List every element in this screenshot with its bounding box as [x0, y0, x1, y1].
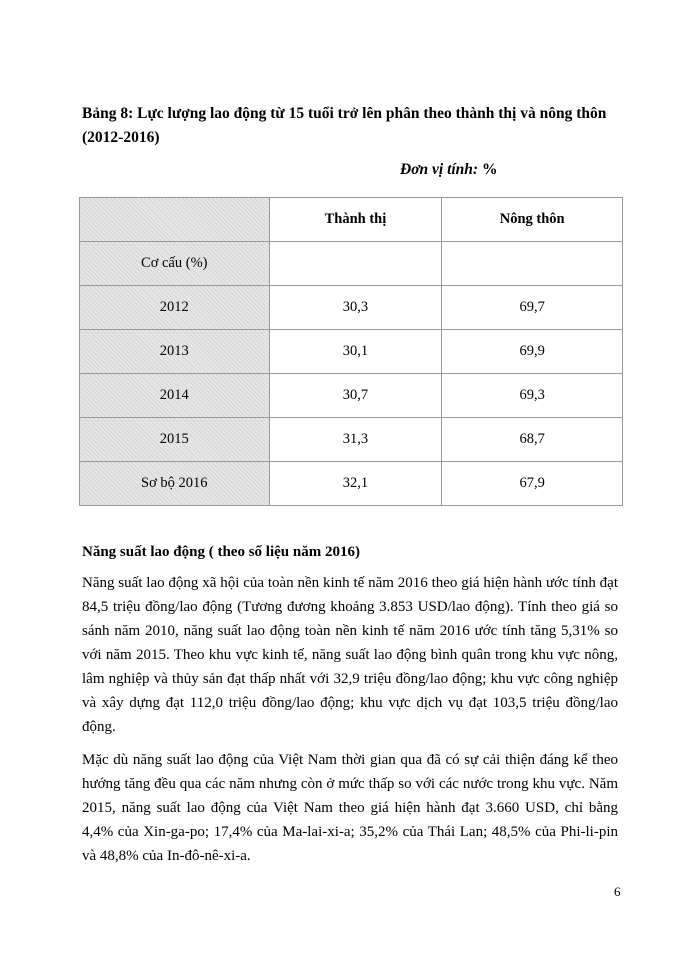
header-rural: Nông thôn — [442, 198, 623, 242]
row-urban: 30,1 — [269, 330, 442, 374]
page-number: 6 — [614, 884, 621, 899]
table-row — [80, 374, 623, 418]
table-row — [80, 330, 623, 374]
table-caption: Bảng 8: Lực lượng lao động từ 15 tuổi trở lên phân theo thành thị và nông thôn (2012-2016) — [82, 105, 607, 146]
row-rural: 69,3 — [442, 374, 623, 418]
table-header-row — [80, 198, 623, 242]
row-year: 2014 — [80, 374, 270, 418]
section-title: Năng suất lao động ( theo số liệu năm 2016) — [82, 544, 360, 560]
group-empty-rural — [442, 242, 623, 286]
row-urban: 32,1 — [269, 462, 442, 506]
table-row — [80, 462, 623, 506]
labor-force-table — [79, 197, 623, 506]
row-rural: 67,9 — [442, 462, 623, 506]
group-label: Cơ cấu (%) — [80, 242, 270, 286]
paragraph-productivity: Năng suất lao động xã hội của toàn nền kinh tế năm 2016 theo giá hiện hành ước tính đạt 84,5 triệu đồng/lao động (Tương đương khoảng 3.853 USD/lao động). Tính theo giá so sánh năm 2010, năng suất lao động toàn nền kinh tế năm 2016 ước tính tăng 5,31% so với năm 2015. Theo khu vực kinh tế, năng suất lao động bình quân trong khu vực nông, lâm nghiệp và thủy sản đạt thấp nhất với 32,9 triệu đồng/lao động; khu vực công nghiệp và xây dựng đạt 112,0 triệu đồng/lao động; khu vực dịch vụ đạt 103,5 triệu đồng/lao động. — [82, 575, 618, 735]
table-group-row — [80, 242, 623, 286]
row-year: Sơ bộ 2016 — [80, 462, 270, 506]
row-year: 2015 — [80, 418, 270, 462]
row-rural: 69,9 — [442, 330, 623, 374]
header-urban: Thành thị — [269, 198, 442, 242]
unit-value: % — [481, 161, 498, 178]
table-row — [80, 418, 623, 462]
row-urban: 30,7 — [269, 374, 442, 418]
row-year: 2013 — [80, 330, 270, 374]
row-year: 2012 — [80, 286, 270, 330]
header-empty-cell — [80, 198, 270, 242]
row-rural: 69,7 — [442, 286, 623, 330]
unit-label: Đơn vị tính: — [400, 161, 479, 178]
row-urban: 30,3 — [269, 286, 442, 330]
table-row — [80, 286, 623, 330]
group-empty-urban — [269, 242, 442, 286]
row-urban: 31,3 — [269, 418, 442, 462]
unit-note — [400, 161, 497, 179]
paragraph-comparison: Mặc dù năng suất lao động của Việt Nam thời gian qua đã có sự cải thiện đáng kể theo hướng tăng đều qua các năm nhưng còn ở mức thấp so với các nước trong khu vực. Năm 2015, năng suất lao động của Việt Nam theo giá hiện hành đạt 3.660 USD, chỉ bằng 4,4% của Xin-ga-po; 17,4% của Ma-lai-xi-a; 35,2% của Thái Lan; 48,5% của Phi-li-pin và 48,8% của In-đô-nê-xi-a. — [82, 752, 618, 864]
row-rural: 68,7 — [442, 418, 623, 462]
